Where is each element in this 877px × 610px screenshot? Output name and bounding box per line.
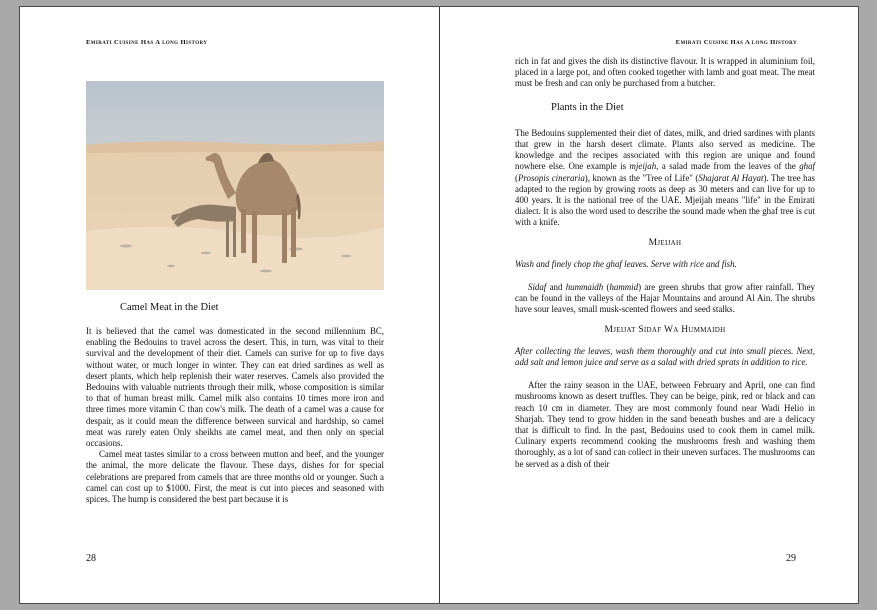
page-number: 29 (786, 553, 796, 564)
recipe-text: Wash and finely chop the ghaf leaves. Serve with rice and fish. (515, 258, 737, 269)
paragraph: It is believed that the camel was domesticated in the second millennium BC, enabling the Bedouins to travel across the desert. This, in turn, was vital to their survival and the development of their diet. Camels can surive for up to five days without water, or much longer in winter. They can eat dried sardines as well as desert plants, which help replenish their water reserves. Camels also provided the Bedouins with valuable nutrients through their milk, whose composition is similar to that of human breast milk. Camel milk also contains 10 times more iron and three times more vitamin C than cow's milk. The death of a camel was a cause for despair, as it could mean the difference between survical and hardship, so camel meat was rarely eaten Only sheikhs ate camel meat, and then only on special occasions. (86, 326, 384, 449)
paragraph: The Bedouins supplemented their diet of dates, milk, and dried sardines with plants that grew in the harsh desert climate. Plants also served as medicine. The knowledge and the recipes associated with this region are unique and found nowhere else. One example is mjeijah, a salad made from the leaves of the ghaf (Prosopis cineraria), known as the "Tree of Life" (Shajarat Al Hayat). The tree has adapted to the region by growing roots as deep as 30 meters and can live for up to 400 years. It is the national tree of the UAE. Mjeijah means "life" in the Emirati dialect. It is also the word used to describe the sound made when the ghaf tree is cut with a knife. (515, 127, 815, 228)
left-page (20, 7, 439, 603)
right-page (440, 7, 860, 603)
page-number: 28 (86, 553, 96, 564)
camel-photo (86, 81, 384, 290)
right-body-text (515, 56, 815, 470)
subheading-camel-meat: Camel Meat in the Diet (120, 302, 219, 313)
recipe-title: Mjeijah (648, 237, 682, 248)
recipe-text: After collecting the leaves, wash them thoroughly and cut into small pieces. Next, add salt and lemon juice and serve as a salad with dried sprats in addition to rice. (515, 345, 815, 368)
paragraph: Sidaf and hummaidh (hammid) are green shrubs that grow after rainfall. They can be found in the valleys of the Hajar Mountains and around Al Ain. The shrubs have sour leaves, small musk-scented flowers and seed stalks. (515, 282, 815, 315)
recipe-title: Mjeijat Sidaf Wa Hummaidh (604, 324, 726, 335)
running-head: Emirati Cuisine Has A long History (86, 39, 208, 46)
paragraph: Camel meat tastes similar to a cross between mutton and beef, and the younger the animal, the more delicate the flavour. These days, dishes for for special celebrations are prepared from camels that are three months old or younger. Such a camel can cost up to $1000. First, the meat is cut into pieces and seasoned with spices. The hump is considered the best part because it is (86, 449, 384, 505)
left-body-text (86, 326, 384, 505)
paragraph: rich in fat and gives the dish its distinctive flavour. It is wrapped in aluminium foil, placed in a large pot, and often cooked together with lamb and goat meat. The meat must be fresh and can only be purchased from a butcher. (515, 56, 815, 89)
heading-plants: Plants in the Diet (551, 101, 624, 113)
book-spread (19, 6, 859, 604)
running-head: Emirati Cuisine Has A long History (675, 39, 797, 46)
paragraph: After the rainy season in the UAE, between February and April, one can find mushrooms known as desert truffles. They can be beige, pink, red or black and can reach 10 cm in diameter. They are most commonly found near Wadi Helio in Sharjah. They tend to grow hidden in the sand beneath bushes and are a delicacy that is difficult to find. In the past, Bedouins used to cook them in camel milk. Culinary experts recommend cooking the mushrooms fresh and washing them thoroughly, as a lot of sand can collect in their uneven surfaces. The mushrooms can be served as a dish of their (515, 380, 815, 469)
